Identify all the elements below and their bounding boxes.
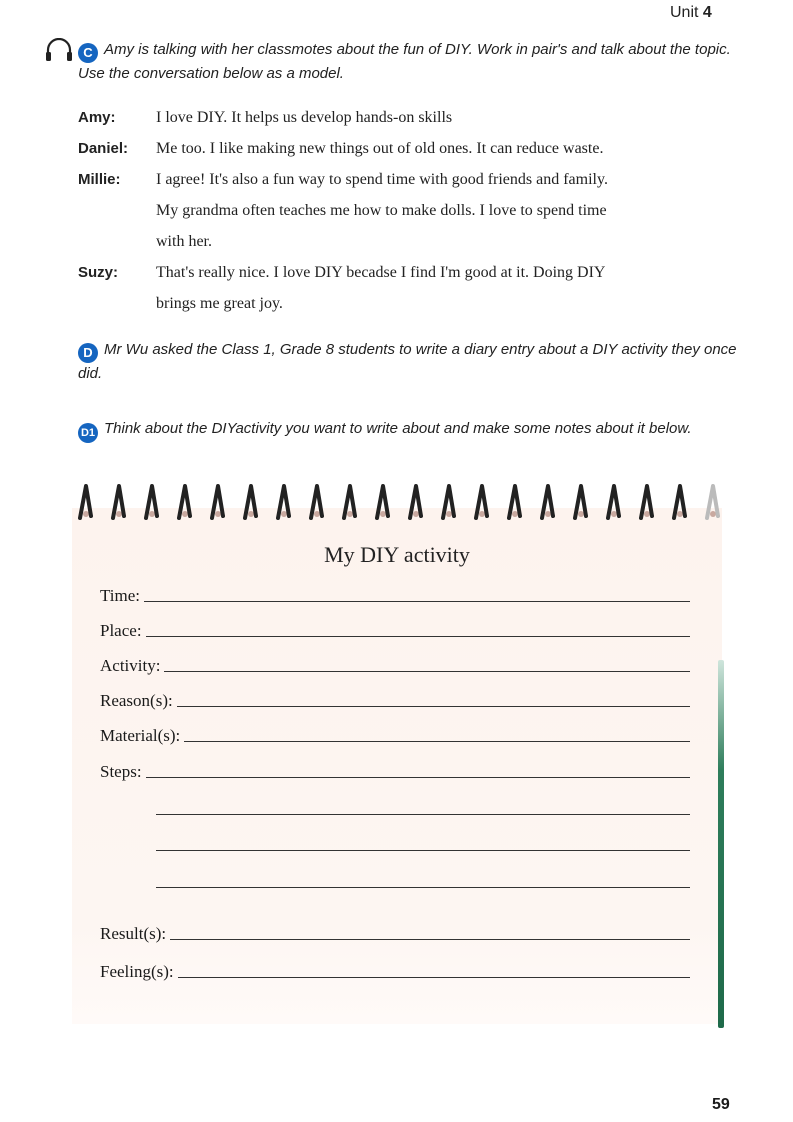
speaker-daniel: Daniel: — [78, 140, 129, 157]
spiral-ring — [311, 486, 322, 518]
field-steps[interactable] — [100, 762, 690, 782]
field-feelings[interactable] — [100, 962, 690, 982]
speaker-suzy: Suzy: — [78, 264, 119, 281]
section-d1-text: Think about the DIYactivity you want to write about and make some notes about it below. — [104, 420, 692, 437]
spiral-ring — [377, 486, 388, 518]
dialogue-row — [78, 257, 738, 319]
field-results-line[interactable] — [170, 938, 690, 940]
field-activity-label: Activity: — [100, 656, 161, 675]
line-amy — [156, 102, 738, 133]
dialogue-line: with her. — [156, 233, 212, 250]
spiral-ring — [212, 486, 223, 518]
spiral-ring — [278, 486, 289, 518]
section-d-badge: D — [78, 343, 98, 363]
field-feelings-label: Feeling(s): — [100, 962, 174, 981]
page-number: 59 — [712, 1096, 730, 1113]
spiral-ring — [443, 486, 454, 518]
dialogue-row — [78, 102, 738, 133]
spiral-ring — [575, 486, 586, 518]
spiral-ring — [344, 486, 355, 518]
spiral-binding — [72, 478, 732, 526]
line-millie — [156, 164, 738, 257]
field-steps-label: Steps: — [100, 762, 142, 781]
dialogue-line: I love DIY. It helps us develop hands-on skills — [156, 109, 453, 126]
dialogue-row — [78, 164, 738, 257]
spiral-ring — [608, 486, 619, 518]
steps-blank-line[interactable] — [156, 814, 690, 815]
section-c-instruction — [78, 39, 746, 85]
dialogue-line: My grandma often teaches me how to make dolls. I love to spend time — [156, 202, 607, 219]
spiral-ring — [245, 486, 256, 518]
speaker-millie: Millie: — [78, 171, 121, 188]
notebook-title: My DIY activity — [324, 542, 470, 567]
field-place-line[interactable] — [146, 635, 690, 637]
section-d-text: Mr Wu asked the Class 1, Grade 8 students to write a diary entry about a DIY activity they once did. — [78, 341, 737, 382]
field-time[interactable] — [100, 586, 690, 606]
steps-blank-line[interactable] — [156, 850, 690, 851]
spiral-ring — [707, 486, 718, 518]
field-place-label: Place: — [100, 621, 142, 640]
spiral-ring — [146, 486, 157, 518]
spiral-ring — [410, 486, 421, 518]
field-results[interactable] — [100, 924, 690, 944]
field-materials-line[interactable] — [184, 740, 690, 742]
dialogue-line: brings me great joy. — [156, 295, 283, 312]
notebook-spine — [718, 660, 724, 1028]
field-activity[interactable] — [100, 656, 690, 676]
spiral-ring — [113, 486, 124, 518]
spiral-ring — [641, 486, 652, 518]
conversation — [78, 102, 738, 319]
section-d1-badge: D1 — [78, 423, 98, 443]
spiral-ring — [80, 486, 91, 518]
section-d-instruction — [78, 339, 746, 385]
dialogue-line: That's really nice. I love DIY becadse I find I'm good at it. Doing DIY — [156, 264, 606, 281]
field-materials[interactable] — [100, 726, 690, 746]
field-steps-line[interactable] — [146, 776, 690, 778]
section-c-badge: C — [78, 43, 98, 63]
notebook-page — [72, 508, 722, 1024]
steps-blank-line[interactable] — [156, 887, 690, 888]
section-c-text: Amy is talking with her classmotes about the fun of DIY. Work in pair's and talk about the topic. Use the conversation below as a model. — [78, 41, 731, 82]
field-place[interactable] — [100, 621, 690, 641]
field-reasons[interactable] — [100, 691, 690, 711]
spiral-ring — [509, 486, 520, 518]
section-d1-instruction — [78, 418, 746, 443]
unit-word: Unit — [670, 4, 699, 21]
field-results-label: Result(s): — [100, 924, 167, 943]
dialogue-line: Me too. I like making new things out of old ones. It can reduce waste. — [156, 140, 604, 157]
spiral-ring — [179, 486, 190, 518]
unit-label — [670, 4, 712, 22]
field-reasons-line[interactable] — [177, 705, 690, 707]
speaker-amy: Amy: — [78, 109, 116, 126]
field-time-line[interactable] — [144, 600, 690, 602]
field-reasons-label: Reason(s): — [100, 691, 173, 710]
unit-number: 4 — [702, 4, 712, 21]
spiral-ring — [476, 486, 487, 518]
line-daniel — [156, 133, 738, 164]
spiral-ring — [542, 486, 553, 518]
headphones-icon — [44, 38, 74, 62]
dialogue-line: I agree! It's also a fun way to spend time with good friends and family. — [156, 171, 608, 188]
line-suzy — [156, 257, 738, 319]
field-activity-line[interactable] — [164, 670, 690, 672]
spiral-ring — [674, 486, 685, 518]
field-feelings-line[interactable] — [178, 976, 690, 978]
dialogue-row — [78, 133, 738, 164]
field-time-label: Time: — [100, 586, 141, 605]
field-materials-label: Material(s): — [100, 726, 181, 745]
